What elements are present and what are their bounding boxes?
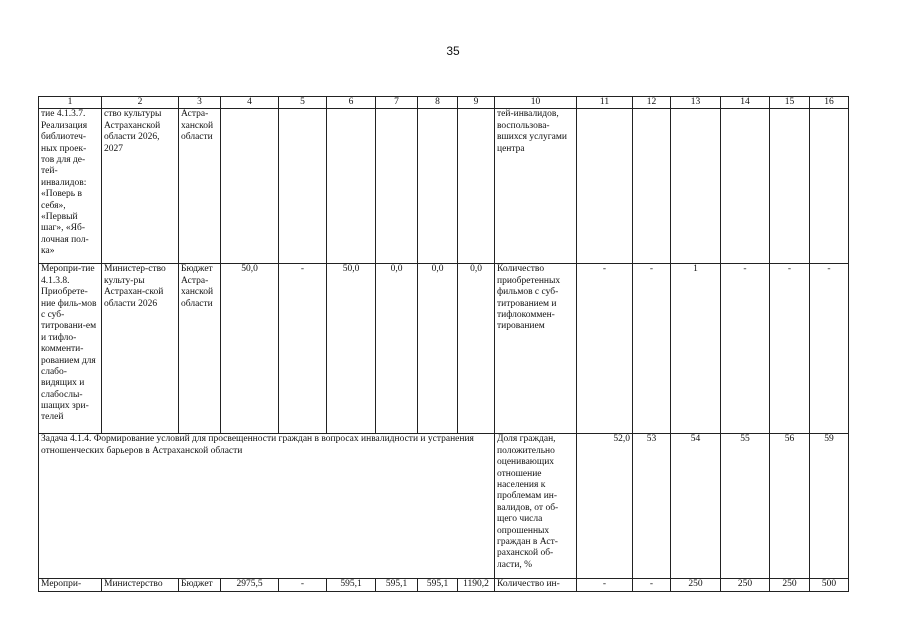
cell-col14: 55	[721, 434, 770, 579]
funding-source: Астра-ханской области	[179, 109, 221, 264]
cell-col12: -	[633, 264, 671, 434]
cell-col16: 59	[810, 434, 849, 579]
cell-col12	[633, 109, 671, 264]
cell-col15: -	[770, 264, 810, 434]
cell-col11: 52,0	[577, 434, 633, 579]
column-header: 2	[102, 97, 179, 109]
cell-col15: 56	[770, 434, 810, 579]
cell-col15	[770, 109, 810, 264]
table-row	[39, 109, 849, 264]
measure-name: Меропри-	[39, 579, 102, 592]
cell-col11: -	[577, 579, 633, 592]
column-header: 14	[721, 97, 770, 109]
header-row	[39, 97, 849, 109]
cell-col5	[279, 109, 327, 264]
column-header: 6	[327, 97, 376, 109]
cell-col9: 1190,2	[458, 579, 495, 592]
table-row	[39, 579, 849, 592]
column-header: 8	[418, 97, 458, 109]
column-header: 10	[495, 97, 577, 109]
executor: Министерство	[102, 579, 179, 592]
column-header: 1	[39, 97, 102, 109]
cell-col14: -	[721, 264, 770, 434]
column-header: 9	[458, 97, 495, 109]
cell-col15: 250	[770, 579, 810, 592]
column-header: 3	[179, 97, 221, 109]
funding-source: Бюджет Астра-ханской области	[179, 264, 221, 434]
indicator: Количество приобретенных фильмов с суб-титрованием и тифлокоммен-тированием	[495, 264, 577, 434]
cell-col16: 500	[810, 579, 849, 592]
cell-col13: 250	[671, 579, 721, 592]
task-row	[39, 434, 849, 579]
cell-col14	[721, 109, 770, 264]
cell-col8: 0,0	[418, 264, 458, 434]
cell-col7	[376, 109, 418, 264]
cell-col11: -	[577, 264, 633, 434]
cell-col6: 595,1	[327, 579, 376, 592]
column-header: 15	[770, 97, 810, 109]
cell-col13	[671, 109, 721, 264]
cell-col13: 54	[671, 434, 721, 579]
cell-total	[221, 109, 279, 264]
cell-col8	[418, 109, 458, 264]
program-table	[38, 96, 849, 592]
cell-col7: 0,0	[376, 264, 418, 434]
cell-col7: 595,1	[376, 579, 418, 592]
cell-col6	[327, 109, 376, 264]
cell-col14: 250	[721, 579, 770, 592]
cell-total: 50,0	[221, 264, 279, 434]
cell-col16	[810, 109, 849, 264]
cell-col12: -	[633, 579, 671, 592]
cell-col11	[577, 109, 633, 264]
measure-name: тие 4.1.3.7. Реализация библиотеч-ных проек-тов для де-тей-инвалидов: «Поверь в себя», «Первый шаг», «Яб-лочная пол-ка»	[39, 109, 102, 264]
cell-col9: 0,0	[458, 264, 495, 434]
column-header: 16	[810, 97, 849, 109]
executor: ство культуры Астраханской области 2026, 2027	[102, 109, 179, 264]
column-header: 7	[376, 97, 418, 109]
indicator: тей-инвалидов, воспользова-вшихся услугами центра	[495, 109, 577, 264]
cell-col8: 595,1	[418, 579, 458, 592]
indicator: Доля граждан, положительно оценивающих отношение населения к проблемам ин-валидов, от об-щего числа опрошенных граждан в Аст-раханской об-ласти, %	[495, 434, 577, 579]
cell-col5: -	[279, 264, 327, 434]
cell-col13: 1	[671, 264, 721, 434]
column-header: 5	[279, 97, 327, 109]
funding-source: Бюджет	[179, 579, 221, 592]
column-header: 13	[671, 97, 721, 109]
page-number: 35	[446, 44, 460, 58]
measure-name: Меропри-тие 4.1.3.8. Приобрете-ние филь-мов с суб-титровани-ем и тифло-комменти-рованием для слабо-видящих и слабослы-шащих зри-телей	[39, 264, 102, 434]
cell-col16: -	[810, 264, 849, 434]
cell-total: 2975,5	[221, 579, 279, 592]
column-header: 12	[633, 97, 671, 109]
column-header: 11	[577, 97, 633, 109]
task-description: Задача 4.1.4. Формирование условий для просвещенности граждан в вопросах инвалидности и устранения отношенческих барьеров в Астраханской области	[39, 434, 495, 579]
cell-col6: 50,0	[327, 264, 376, 434]
cell-col9	[458, 109, 495, 264]
executor: Министер-ство культу-ры Астрахан-ской области 2026	[102, 264, 179, 434]
table-row	[39, 264, 849, 434]
cell-col12: 53	[633, 434, 671, 579]
column-header: 4	[221, 97, 279, 109]
cell-col5: -	[279, 579, 327, 592]
indicator: Количество ин-	[495, 579, 577, 592]
